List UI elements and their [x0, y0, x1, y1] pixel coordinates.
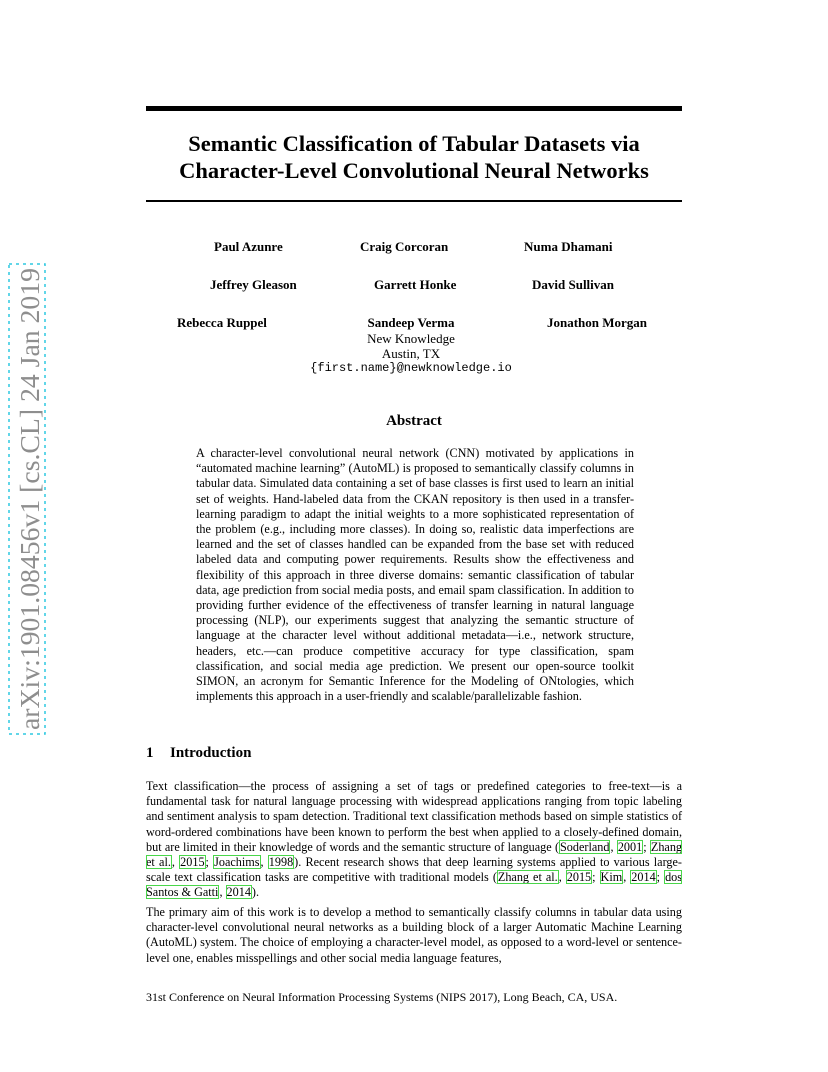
citation-separator: ,: [623, 870, 631, 885]
citation-separator: ;: [643, 839, 650, 854]
citation-separator: ,: [171, 855, 180, 870]
arxiv-identifier-stamp: [5, 262, 49, 736]
intro-paragraph-1: [146, 779, 682, 901]
section-title: Introduction: [170, 745, 252, 761]
author-name: Sandeep Verma: [367, 315, 455, 330]
section-number: 1: [146, 745, 154, 761]
citation-separator: ;: [205, 855, 214, 870]
citation-separator: ;: [656, 870, 665, 885]
arxiv-id-text: arXiv:1901.08456v1 [cs.CL] 24 Jan 2019: [15, 280, 45, 730]
citation-link[interactable]: Zhang et al.: [497, 870, 558, 885]
author-name: David Sullivan: [532, 277, 615, 292]
citation-link[interactable]: dos Santos & Gatti: [146, 870, 682, 900]
affiliation-city: Austin, TX: [381, 346, 441, 361]
section-heading: [146, 745, 251, 762]
paragraph-text: Text classification—the process of assigning a set of tags or predefined categories to free-text—is a fundamental task for natural language processing with widespread applications ranging from topic labeling and sentiment analysis to spam detection. Traditional text classification methods based on simple statistics of word-ordered combinations have been known to perform the best when applied to a closely-defined domain, but are limited in their knowledge of words and the semantic structure of language (: [146, 779, 682, 854]
affiliation-org: New Knowledge: [367, 331, 455, 346]
abstract-body: A character-level convolutional neural network (CNN) motivated by applications in “automated machine learning” (AutoML) is proposed to semantically classify columns in tabular data. Simulated data containing a set of base classes is first used to learn an initial set of weights. Hand-labeled data from the CKAN repository is then used in a transfer-learning paradigm to adapt the initial weights to a more sophisticated representation of the problem (e.g., including more classes). In doing so, realistic data imperfections are learned and the set of classes handled can be expanded from the base set with reduced labeled data and computing power requirements. Results show the effectiveness and flexibility of this approach in three diverse domains: semantic classification of tabular data, age prediction from social media posts, and email spam classification. In addition to providing further evidence of the effectiveness of transfer learning in natural language processing (NLP), our experiments suggest that analyzing the semantic structure of language at the character level without additional metadata—i.e., network structure, headers, etc.—can produce competitive accuracy for type classification, spam classification, and social media age prediction. We present our open-source toolkit SIMON, an acronym for Semantic Inference for the Modeling of ONtologies, which implements this approach in a user-friendly and scalable/parallelizable fashion.: [196, 446, 634, 704]
author-name: Numa Dhamani: [524, 239, 613, 254]
conference-footnote: 31st Conference on Neural Information Processing Systems (NIPS 2017), Long Beach, CA, USA.: [146, 990, 618, 1004]
title-top-rule: [146, 106, 682, 111]
citation-link[interactable]: Kim: [600, 870, 623, 885]
paragraph-text: ).: [251, 885, 260, 900]
author-name: Rebecca Ruppel: [177, 315, 267, 330]
abstract-heading: Abstract: [386, 413, 442, 429]
citation-separator: ,: [558, 870, 566, 885]
paragraph-text: ). Recent research shows that deep learning systems applied to various large-scale text classification tasks are competitive with traditional models (: [146, 855, 682, 885]
citation-link[interactable]: 2015: [180, 855, 205, 870]
citation-link[interactable]: 2014: [631, 870, 656, 885]
author-name: Craig Corcoran: [360, 239, 449, 254]
citation-link[interactable]: 2001: [617, 839, 643, 854]
author-name: Garrett Honke: [374, 277, 457, 292]
paper-title: Semantic Classification of Tabular Datasets via Character-Level Convolutional Neural Networks: [179, 131, 649, 183]
affiliation-block: [300, 331, 522, 376]
citation-link[interactable]: 2014: [226, 885, 251, 900]
author-name: Paul Azunre: [214, 239, 283, 254]
citation-link[interactable]: Joachims: [214, 855, 260, 870]
citation-link[interactable]: 2015: [566, 870, 592, 885]
author-name: Jonathon Morgan: [547, 315, 648, 330]
citation-separator: ;: [592, 870, 600, 885]
citation-link[interactable]: 1998: [268, 855, 294, 870]
author-name: Jeffrey Gleason: [210, 277, 297, 292]
citation-separator: ,: [260, 855, 268, 870]
citation-link[interactable]: Zhang et al.: [146, 839, 683, 870]
citation-separator: ,: [610, 839, 617, 854]
intro-paragraph-2: The primary aim of this work is to develop a method to semantically classify columns in tabular data using character-level convolutional neural networks as a building block of a larger Automatic Machine Learning (AutoML) system. The choice of employing a character-level model, as opposed to a word-level or sentence-level one, enables misspellings and other social media language features,: [146, 905, 682, 965]
citation-link[interactable]: Soderland: [560, 839, 610, 854]
affiliation-email: {first.name}@newknowledge.io: [310, 361, 512, 375]
citation-separator: ,: [219, 885, 226, 900]
title-bottom-rule: [146, 200, 682, 202]
